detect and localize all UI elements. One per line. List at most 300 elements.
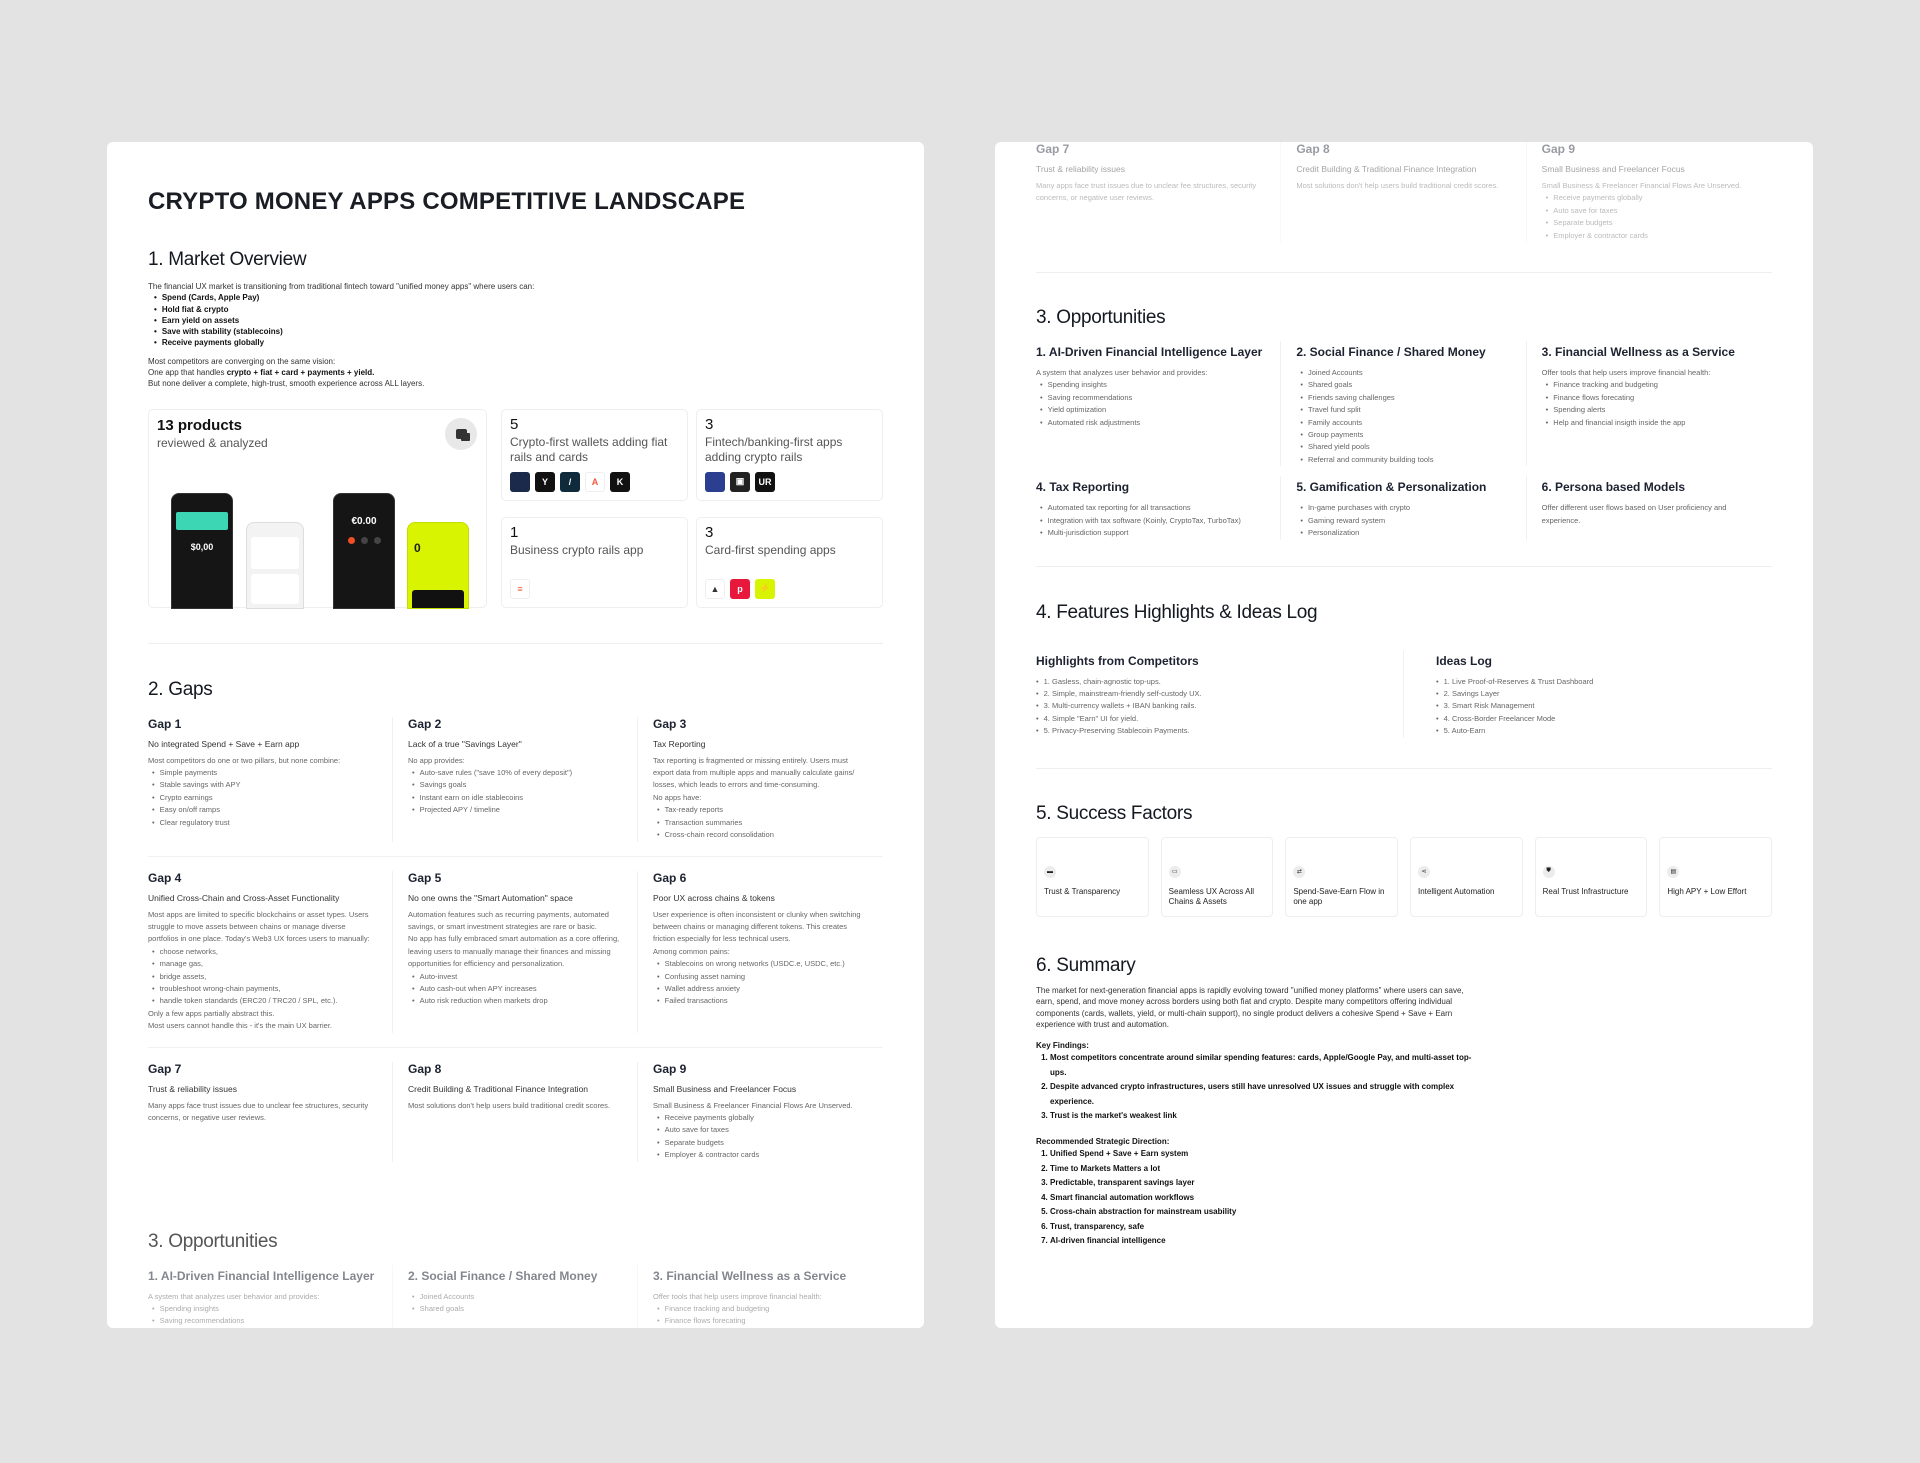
success-factor-card bbox=[1285, 837, 1398, 917]
strategic-direction-item: 5. Cross-chain abstraction for mainstream usability bbox=[1050, 1205, 1476, 1220]
phone-mockup bbox=[171, 493, 233, 609]
gap-text bbox=[653, 909, 869, 1008]
idea-item bbox=[1436, 713, 1772, 725]
gap-bullet: • Receive payments globally bbox=[657, 1112, 869, 1124]
document-page-right bbox=[995, 142, 1813, 1328]
gap-bullet: • Tax-ready reports bbox=[657, 804, 869, 816]
gap-bullet: • Stablecoins on wrong networks (USDC.e, USDC, etc.) bbox=[657, 958, 869, 970]
list-number: 5. bbox=[1443, 726, 1452, 736]
opportunity-title: 1. AI-Driven Financial Intelligence Layer bbox=[1036, 345, 1263, 360]
logo-row bbox=[705, 472, 775, 492]
gap-bullet: • manage gas, bbox=[152, 958, 378, 970]
ideas-title: Ideas Log bbox=[1436, 653, 1493, 668]
opportunity-text bbox=[148, 1291, 378, 1328]
stats-grid bbox=[148, 409, 883, 609]
opportunity-bullet: • Help and financial insigth inside the app bbox=[1546, 417, 1758, 429]
opportunity-title: 4. Tax Reporting bbox=[1036, 480, 1130, 495]
brand-logo-icon: p bbox=[730, 579, 750, 599]
highlight-item bbox=[1036, 676, 1389, 688]
gap-item bbox=[148, 717, 393, 842]
brand-logo-icon: Y bbox=[535, 472, 555, 492]
gap-subtitle: Trust & reliability issues bbox=[1036, 164, 1125, 174]
opportunity-paragraph: Offer tools that help users improve financial health: bbox=[653, 1291, 822, 1301]
opportunity-bullet: • Automated tax reporting for all transactions bbox=[1040, 502, 1266, 514]
opportunity-bullet: • Joined Accounts bbox=[412, 1291, 623, 1303]
idea-item bbox=[1436, 688, 1772, 700]
success-factor-label: Trust & Transparency bbox=[1044, 886, 1121, 896]
key-findings-list bbox=[1036, 1051, 1476, 1124]
success-factor-card bbox=[1036, 837, 1149, 917]
highlight-item bbox=[1036, 725, 1389, 737]
gap-bullet: • Crypto earnings bbox=[152, 792, 378, 804]
idea-item bbox=[1436, 700, 1772, 712]
market-bullet: • Hold fiat & crypto bbox=[154, 304, 883, 315]
opportunity-bullet: • Multi-jurisdiction support bbox=[1040, 527, 1266, 539]
highlight-item bbox=[1036, 688, 1389, 700]
opportunity-paragraph: A system that analyzes user behavior and provides: bbox=[1036, 368, 1208, 378]
gap-bullet: • Easy on/off ramps bbox=[152, 804, 378, 816]
gap-subtitle: Lack of a true "Savings Layer" bbox=[408, 738, 522, 749]
list-number: 1. bbox=[1443, 676, 1452, 686]
gap-paragraph: Many apps face trust issues due to unclear fee structures, security concerns, or negative user reviews. bbox=[1036, 181, 1257, 203]
opportunities-preview bbox=[148, 1265, 883, 1328]
gap-title: Gap 5 bbox=[408, 870, 442, 885]
highlight-text: Gasless, chain-agnostic top-ups. bbox=[1051, 676, 1161, 686]
stat-card bbox=[696, 517, 883, 608]
success-factor-label: Real Trust Infrastructure bbox=[1542, 886, 1629, 896]
opportunity-bullets bbox=[653, 1303, 869, 1328]
stat-label: Crypto-first wallets adding fiat rails and cards bbox=[510, 434, 668, 464]
gap-title: Gap 4 bbox=[148, 870, 182, 885]
section-opportunities-heading: 3. Opportunities bbox=[1036, 307, 1166, 329]
success-factor-card bbox=[1535, 837, 1648, 917]
opportunity-item bbox=[1036, 341, 1281, 466]
gap-text bbox=[653, 755, 869, 842]
market-bullet: • Receive payments globally bbox=[154, 337, 883, 348]
gap-bullet: • Instant earn on idle stablecoins bbox=[412, 792, 623, 804]
opportunity-bullet: • Gaming reward system bbox=[1300, 515, 1511, 527]
gap-bullets bbox=[1542, 192, 1758, 242]
stat-number: 13 products bbox=[157, 416, 243, 434]
gap-bullets bbox=[653, 958, 869, 1008]
gap-bullet: • Auto cash-out when APY increases bbox=[412, 983, 623, 995]
phone-mockup bbox=[407, 522, 469, 609]
features-grid bbox=[1036, 650, 1772, 738]
gap-text bbox=[408, 755, 623, 817]
gap-paragraph: Small Business & Freelancer Financial Flows Are Unserved. bbox=[1541, 181, 1742, 190]
opportunity-title: 3. Financial Wellness as a Service bbox=[653, 1268, 847, 1283]
opportunity-item bbox=[393, 1265, 638, 1328]
opportunity-paragraph: Offer different user flows based on User proficiency and experience. bbox=[1541, 503, 1727, 525]
gap-title: Gap 8 bbox=[1296, 142, 1330, 156]
gap-bullets bbox=[148, 946, 378, 1008]
market-bullet: • Earn yield on assets bbox=[154, 315, 883, 326]
gap-text bbox=[408, 909, 623, 1008]
phone-balance: €0.00 bbox=[351, 515, 377, 527]
idea-text: Auto-Earn bbox=[1451, 726, 1486, 736]
opportunity-bullet: • Spending insights bbox=[1040, 379, 1266, 391]
summary-text: The market for next-generation financial apps is rapidly evolving toward "unified money platforms" where users can save, earn, spend, and move money across borders using both fiat and crypto. Despite many competitors offering individual components (cards, wallets, yield, or multi-chain support), no single product delivers a cohesive Spend + Save + Earn experience with trust and automation. bbox=[1036, 985, 1464, 1030]
opportunities-row bbox=[1036, 476, 1772, 539]
stat-number: 1 bbox=[510, 523, 519, 541]
gap-title: Gap 8 bbox=[408, 1061, 442, 1076]
gaps-grid bbox=[148, 717, 883, 1176]
highlights-list bbox=[1036, 676, 1389, 738]
card-icon: ▭ bbox=[1169, 866, 1181, 878]
gap-subtitle: Credit Building & Traditional Finance Integration bbox=[408, 1083, 589, 1094]
opportunity-title: 2. Social Finance / Shared Money bbox=[408, 1268, 598, 1283]
section-summary-heading: 6. Summary bbox=[1036, 954, 1136, 976]
key-finding: 2. Despite advanced crypto infrastructures, users still have unresolved UX issues and struggle with complex experience. bbox=[1050, 1080, 1476, 1109]
brand-logo-icon: / bbox=[560, 472, 580, 492]
opportunity-bullet: • Automated risk adjustments bbox=[1040, 417, 1266, 429]
stat-label: Fintech/banking-first apps adding crypto rails bbox=[705, 434, 843, 464]
section-opportunities-heading: 3. Opportunities bbox=[148, 1230, 278, 1252]
gap-bullet: • Savings goals bbox=[412, 779, 623, 791]
list-number: 2. bbox=[1043, 688, 1052, 698]
highlight-item bbox=[1036, 700, 1389, 712]
opportunity-title: 1. AI-Driven Financial Intelligence Layer bbox=[148, 1268, 375, 1283]
stat-number: 3 bbox=[705, 523, 714, 541]
brand-logo-icon: UR bbox=[755, 472, 775, 492]
highlight-item bbox=[1036, 713, 1389, 725]
gap-bullet: • Auto save for taxes bbox=[1546, 205, 1758, 217]
gap-bullet: • Stable savings with APY bbox=[152, 779, 378, 791]
opportunity-bullet: • Finance flows forecating bbox=[657, 1315, 869, 1327]
section-features-heading: 4. Features Highlights & Ideas Log bbox=[1036, 601, 1318, 623]
gap-subtitle: Credit Building & Traditional Finance Integration bbox=[1296, 164, 1477, 174]
gap-bullet: • Auto save for taxes bbox=[657, 1124, 869, 1136]
strategic-direction-item: 6. Trust, transparency, safe bbox=[1050, 1220, 1476, 1235]
gap-paragraph: Only a few apps partially abstract this. bbox=[148, 1008, 275, 1018]
success-factor-label: Intelligent Automation bbox=[1417, 886, 1495, 896]
idea-text: Smart Risk Management bbox=[1451, 701, 1535, 711]
market-line-bold: crypto + fiat + card + payments + yield. bbox=[226, 368, 375, 378]
gaps-row bbox=[148, 717, 883, 856]
gap-title: Gap 7 bbox=[148, 1061, 182, 1076]
opportunity-bullets bbox=[1036, 379, 1266, 429]
strategic-direction-item: 1. Unified Spend + Save + Earn system bbox=[1050, 1147, 1476, 1162]
list-number: 2. bbox=[1443, 688, 1452, 698]
opportunity-bullet: • Personalization bbox=[1300, 527, 1511, 539]
opportunity-bullet: • Finance tracking and budgeting bbox=[657, 1303, 869, 1315]
share-nodes-icon: ⋖ bbox=[1418, 866, 1430, 878]
opportunity-title: 6. Persona based Models bbox=[1541, 480, 1686, 495]
ideas-column bbox=[1404, 650, 1772, 738]
highlight-text: Multi-currency wallets + IBAN banking rails. bbox=[1051, 701, 1197, 711]
market-line: Most competitors are converging on the same vision: bbox=[148, 356, 336, 366]
opportunity-title: 5. Gamification & Personalization bbox=[1296, 480, 1487, 495]
opportunity-text bbox=[1542, 367, 1758, 429]
stat-label: reviewed & analyzed bbox=[157, 435, 268, 450]
opportunity-bullet: • Friends saving challenges bbox=[1300, 392, 1511, 404]
idea-item bbox=[1436, 676, 1772, 688]
document-page-left bbox=[107, 142, 924, 1328]
gap-item bbox=[1281, 142, 1526, 242]
stat-label: Card-first spending apps bbox=[705, 542, 836, 557]
gap-bullets bbox=[408, 971, 623, 1008]
gap-text bbox=[1296, 180, 1511, 192]
gap-text bbox=[1036, 180, 1266, 205]
opportunity-bullet: • Family accounts bbox=[1300, 417, 1511, 429]
gap-paragraph: No app has fully embraced smart automation as a core offering, leaving users to manually manage their finances and missing opportunities for efficiency and personalization. bbox=[408, 934, 620, 969]
market-line-text: One app that handles bbox=[148, 368, 227, 378]
gap-title: Gap 1 bbox=[148, 716, 182, 731]
gap-paragraph: Many apps face trust issues due to unclear fee structures, security concerns, or negative user reviews. bbox=[148, 1100, 369, 1122]
brand-logo-icon: ≡ bbox=[510, 579, 530, 599]
devices-icon bbox=[445, 418, 477, 450]
brand-logo-icon bbox=[705, 472, 725, 492]
gap-bullet: • Separate budgets bbox=[657, 1137, 869, 1149]
gap-subtitle: Poor UX across chains & tokens bbox=[653, 892, 775, 903]
section-success-heading: 5. Success Factors bbox=[1036, 802, 1193, 824]
summary-body bbox=[1036, 985, 1476, 1249]
opportunity-bullet: • Saving recommendations bbox=[1040, 392, 1266, 404]
gap-paragraph: Automation features such as recurring payments, automated savings, or smart investment strategies are rare or basic. bbox=[408, 909, 609, 931]
opportunity-text bbox=[408, 1291, 623, 1316]
briefcase-icon: ▬ bbox=[1044, 866, 1056, 878]
opportunity-item bbox=[638, 1265, 883, 1328]
success-factor-card bbox=[1161, 837, 1274, 917]
gap-text bbox=[148, 1100, 378, 1125]
stat-card bbox=[501, 409, 688, 501]
opportunity-bullet: • Integration with tax software (Koinly, CryptoTax, TurboTax) bbox=[1040, 515, 1266, 527]
gap-subtitle: No one owns the "Smart Automation" space bbox=[408, 892, 573, 903]
logo-row bbox=[510, 472, 630, 492]
opportunities-row bbox=[1036, 341, 1772, 466]
success-factor-label: High APY + Low Effort bbox=[1667, 886, 1747, 896]
gap-item bbox=[148, 871, 393, 1033]
gap-paragraph: Tax reporting is fragmented or missing entirely. Users must export data from multiple apps and manually calculate gains/ losses, which leads to errors and time-consuming. bbox=[653, 755, 855, 790]
gap-bullet: • Failed transactions bbox=[657, 995, 869, 1007]
list-number: 5. bbox=[1043, 726, 1052, 736]
list-number: 3. bbox=[1043, 701, 1052, 711]
success-factor-label: Spend-Save-Earn Flow in one app bbox=[1293, 886, 1385, 906]
success-factor-card bbox=[1410, 837, 1523, 917]
gap-bullet: • handle token standards (ERC20 / TRC20 / SPL, etc.). bbox=[152, 995, 378, 1007]
brand-logo-icon: ⚡ bbox=[755, 579, 775, 599]
exchange-icon: ⇄ bbox=[1293, 866, 1305, 878]
stat-card-products bbox=[148, 409, 487, 608]
opportunity-item bbox=[1527, 476, 1772, 539]
gap-bullets bbox=[408, 767, 623, 817]
gap-subtitle: Unified Cross-Chain and Cross-Asset Functionality bbox=[148, 892, 340, 903]
list-number: 1. bbox=[1043, 676, 1052, 686]
opportunity-bullet: • Joined Accounts bbox=[1300, 367, 1511, 379]
gap-text bbox=[148, 755, 378, 829]
list-number: 3. bbox=[1443, 701, 1452, 711]
gap-paragraph: Most users cannot handle this - it's the main UX barrier. bbox=[148, 1021, 333, 1031]
gap-bullets bbox=[653, 804, 869, 841]
market-line bbox=[148, 367, 883, 378]
gap-bullet: • Separate budgets bbox=[1546, 217, 1758, 229]
gap-bullets bbox=[148, 767, 378, 829]
gap-paragraph: Small Business & Freelancer Financial Flows Are Unserved. bbox=[653, 1100, 853, 1110]
gap-bullet: • choose networks, bbox=[152, 946, 378, 958]
opportunity-bullet: • Referral and community building tools bbox=[1300, 454, 1511, 466]
list-number: 4. bbox=[1443, 713, 1452, 723]
opportunity-title: 2. Social Finance / Shared Money bbox=[1296, 345, 1486, 360]
gap-bullet: • Receive payments globally bbox=[1546, 192, 1758, 204]
gap-bullet: • Employer & contractor cards bbox=[1546, 230, 1758, 242]
gap-item bbox=[1036, 142, 1281, 242]
gap-item bbox=[393, 1062, 638, 1162]
highlight-text: Privacy-Preserving Stablecoin Payments. bbox=[1051, 726, 1190, 736]
divider bbox=[1036, 566, 1772, 567]
gap-bullet: • Clear regulatory trust bbox=[152, 817, 378, 829]
gap-bullet: • Wallet address anxiety bbox=[657, 983, 869, 995]
opportunity-item bbox=[148, 1265, 393, 1328]
gap-item bbox=[393, 717, 638, 842]
opportunity-bullet: • Shared goals bbox=[412, 1303, 623, 1315]
opportunity-bullets bbox=[1036, 502, 1266, 539]
ideas-list bbox=[1436, 676, 1772, 738]
brand-logo-icon: ▣ bbox=[730, 472, 750, 492]
divider bbox=[1036, 768, 1772, 769]
success-factor-card bbox=[1659, 837, 1772, 917]
shield-icon: ⛊ bbox=[1543, 866, 1555, 878]
key-findings-title: Key Findings: bbox=[1036, 1040, 1089, 1050]
idea-item bbox=[1436, 725, 1772, 737]
brand-logo-icon bbox=[510, 472, 530, 492]
opportunity-bullet: • Travel fund split bbox=[1300, 404, 1511, 416]
opportunity-bullet: • Yield optimization bbox=[1040, 404, 1266, 416]
opportunity-bullet: • Finance tracking and budgeting bbox=[1546, 379, 1758, 391]
section-gaps-heading: 2. Gaps bbox=[148, 678, 213, 700]
gap-bullet: • Confusing asset naming bbox=[657, 971, 869, 983]
phone-balance: 0 bbox=[414, 540, 421, 555]
gap-title: Gap 6 bbox=[653, 870, 687, 885]
opportunity-item bbox=[1527, 341, 1772, 466]
stat-label: Business crypto rails app bbox=[510, 542, 644, 557]
gap-item bbox=[393, 871, 638, 1033]
gap-bullet: • Projected APY / timeline bbox=[412, 804, 623, 816]
opportunity-item bbox=[1036, 476, 1281, 539]
opportunity-text bbox=[1296, 502, 1511, 539]
section-market-overview-heading: 1. Market Overview bbox=[148, 249, 307, 270]
opportunity-bullet: • Finance flows forecating bbox=[1546, 392, 1758, 404]
gap-paragraph: User experience is often inconsistent or clunky when switching between chains or managing different tokens. This creates friction especially for less technical users. bbox=[653, 909, 861, 944]
opportunity-text bbox=[1036, 367, 1266, 429]
phone-mockup bbox=[246, 522, 304, 609]
gap-item bbox=[638, 717, 883, 842]
document-icon: ▤ bbox=[1667, 866, 1679, 878]
gap-bullets bbox=[653, 1112, 869, 1162]
opportunity-bullets bbox=[1296, 367, 1511, 466]
highlights-title: Highlights from Competitors bbox=[1036, 653, 1199, 668]
gap-bullet: • Simple payments bbox=[152, 767, 378, 779]
success-factor-label: Seamless UX Across All Chains & Assets bbox=[1168, 886, 1255, 906]
idea-text: Live Proof-of-Reserves & Trust Dashboard bbox=[1451, 676, 1594, 686]
gap-subtitle: No integrated Spend + Save + Earn app bbox=[148, 738, 300, 749]
gap-bullet: • Employer & contractor cards bbox=[657, 1149, 869, 1161]
market-bullet: • Save with stability (stablecoins) bbox=[154, 326, 883, 337]
divider bbox=[148, 643, 883, 644]
gap-paragraph: Most apps are limited to specific blockchains or asset types. Users struggle to move assets between chains or manage diverse portfolios in one place. Today's Web3 UX forces users to manually: bbox=[148, 909, 370, 944]
highlights-column bbox=[1036, 650, 1404, 738]
market-overview-text bbox=[148, 281, 883, 390]
opportunity-text bbox=[1296, 367, 1511, 466]
gap-bullet: • Transaction summaries bbox=[657, 817, 869, 829]
gap-subtitle: Small Business and Freelancer Focus bbox=[1541, 164, 1685, 174]
gap-paragraph: No apps have: bbox=[653, 792, 702, 802]
strategic-direction-item: 7. AI-driven financial intelligence bbox=[1050, 1234, 1476, 1249]
gap-title: Gap 9 bbox=[1541, 142, 1576, 156]
gap-paragraph: Most solutions don't help users build traditional credit scores. bbox=[1296, 181, 1499, 190]
key-finding: 1. Most competitors concentrate around similar spending features: cards, Apple/Google Pay, and multi-asset top-ups. bbox=[1050, 1051, 1476, 1080]
gaps-row bbox=[148, 856, 883, 1047]
gap-bullet: • Auto-invest bbox=[412, 971, 623, 983]
gap-paragraph: Most solutions don't help users build traditional credit scores. bbox=[408, 1100, 610, 1110]
page-title: CRYPTO MONEY APPS COMPETITIVE LANDSCAPE bbox=[148, 188, 746, 215]
opportunity-text bbox=[1542, 502, 1758, 527]
idea-text: Cross-Border Freelancer Mode bbox=[1451, 713, 1556, 723]
opportunity-bullet: • Shared goals bbox=[1300, 379, 1511, 391]
opportunity-text bbox=[653, 1291, 869, 1328]
opportunity-paragraph: Offer tools that help users improve financial health: bbox=[1541, 368, 1711, 378]
opportunity-paragraph: A system that analyzes user behavior and provides: bbox=[148, 1291, 320, 1301]
opportunity-item bbox=[1281, 341, 1526, 466]
opportunity-bullets bbox=[148, 1303, 378, 1328]
key-finding: 3. Trust is the market's weakest link bbox=[1050, 1109, 1476, 1124]
gap-bullet: • troubleshoot wrong-chain payments, bbox=[152, 983, 378, 995]
opportunity-bullet: • Saving recommendations bbox=[152, 1315, 378, 1327]
gap-item bbox=[638, 1062, 883, 1162]
gap-bullet: • bridge assets, bbox=[152, 971, 378, 983]
logo-row bbox=[705, 579, 775, 599]
gaps-continued bbox=[1036, 142, 1772, 242]
gap-paragraph: No app provides: bbox=[408, 755, 465, 765]
divider bbox=[1036, 272, 1772, 273]
opportunities-grid bbox=[1036, 341, 1772, 539]
opportunity-bullet: • Spending alerts bbox=[1546, 404, 1758, 416]
gap-bullet: • Auto-save rules ("save 10% of every deposit") bbox=[412, 767, 623, 779]
phone-balance: $0,00 bbox=[190, 541, 214, 552]
gap-subtitle: Small Business and Freelancer Focus bbox=[653, 1083, 797, 1094]
gap-paragraph: Among common pains: bbox=[653, 946, 730, 956]
market-line: But none deliver a complete, high-trust, smooth experience across ALL layers. bbox=[148, 379, 425, 389]
idea-text: Savings Layer bbox=[1451, 688, 1500, 698]
market-bullets bbox=[148, 292, 883, 348]
gap-text bbox=[1542, 180, 1758, 242]
stat-number: 3 bbox=[705, 415, 714, 433]
gap-title: Gap 2 bbox=[408, 716, 442, 731]
gap-bullet: • Cross-chain record consolidation bbox=[657, 829, 869, 841]
highlight-text: Simple "Earn" UI for yield. bbox=[1051, 713, 1139, 723]
opportunity-bullet: • Spending insights bbox=[152, 1303, 378, 1315]
opportunity-bullet: • In-game purchases with crypto bbox=[1300, 502, 1511, 514]
gap-title: Gap 9 bbox=[653, 1061, 687, 1076]
brand-logo-icon: ▲ bbox=[705, 579, 725, 599]
gaps-row bbox=[148, 1047, 883, 1176]
gap-text bbox=[408, 1100, 623, 1112]
gap-paragraph: Most competitors do one or two pillars, but none combine: bbox=[148, 755, 341, 765]
strategic-direction-item: 4. Smart financial automation workflows bbox=[1050, 1191, 1476, 1206]
opportunity-bullets bbox=[1296, 502, 1511, 539]
logo-row bbox=[510, 579, 530, 599]
brand-logo-icon: A bbox=[585, 472, 605, 492]
highlight-text: Simple, mainstream-friendly self-custody UX. bbox=[1051, 688, 1202, 698]
stat-card bbox=[501, 517, 688, 608]
market-intro: The financial UX market is transitioning from traditional fintech toward "unified money apps" where users can: bbox=[148, 282, 535, 291]
phone-mockup bbox=[333, 493, 395, 609]
market-bullet: • Spend (Cards, Apple Pay) bbox=[154, 292, 883, 303]
strategic-direction-item: 3. Predictable, transparent savings layer bbox=[1050, 1176, 1476, 1191]
stat-card bbox=[696, 409, 883, 501]
gap-item bbox=[1527, 142, 1772, 242]
gap-subtitle: Tax Reporting bbox=[653, 738, 706, 749]
opportunity-item bbox=[1281, 476, 1526, 539]
